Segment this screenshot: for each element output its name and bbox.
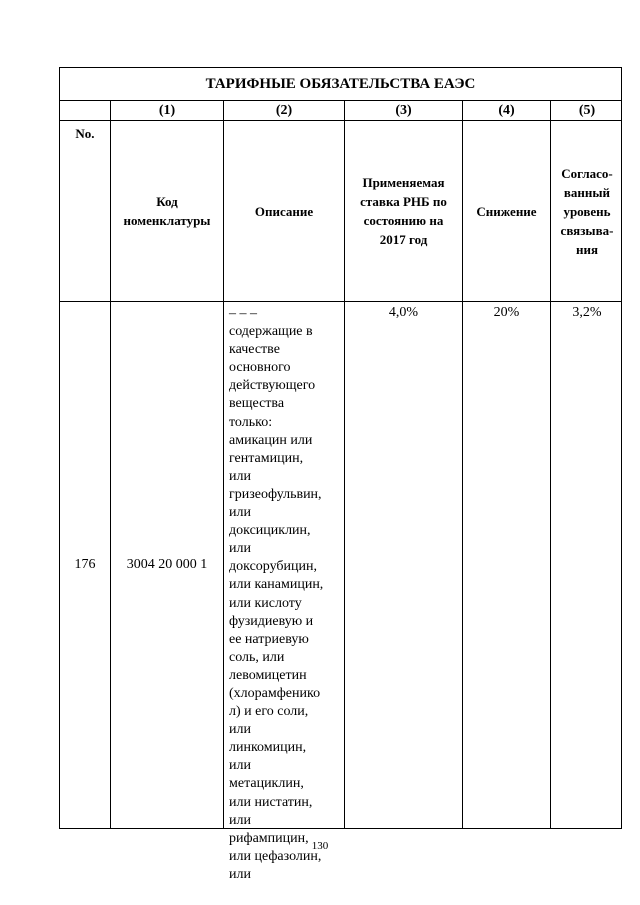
header-description: [224, 121, 345, 301]
page-number: 130: [311, 840, 329, 852]
header-row: [60, 121, 621, 302]
row-bound-level: 3,2%: [572, 305, 602, 320]
row-code: [111, 302, 224, 828]
header-no-label: No.: [75, 126, 95, 141]
header-bound-level: [551, 121, 623, 301]
column-number-4: (4): [463, 101, 551, 120]
row-no: [60, 302, 111, 828]
column-number-2: (2): [224, 101, 345, 120]
header-reduction: [463, 121, 551, 301]
column-number-0: [60, 101, 111, 120]
header-applied-rate-label: Применяемая ставка РНБ по состоянию на 2017 год: [360, 175, 447, 247]
table-title: ТАРИФНЫЕ ОБЯЗАТЕЛЬСТВА ЕАЭС: [60, 68, 621, 101]
row-applied-rate: 4,0%: [345, 302, 463, 828]
header-description-label: Описание: [254, 203, 314, 219]
header-reduction-label: Снижение: [476, 203, 537, 219]
column-number-5: (5): [578, 103, 596, 118]
header-bound-level-label: Согласо- ванный уровень связыва- ния: [560, 165, 614, 257]
row-reduction: 20%: [463, 302, 551, 828]
header-code: [111, 121, 224, 301]
row-no-value: 176: [74, 557, 96, 572]
row-description: – – – содержащие в качестве основного действующего вещества только: амикацин или гентамицин, или гризеофульвин, или доксициклин, или доксорубицин, или канамицин, или кислоту фузидиевую и ее натриевую соль, или левомицетин (хлорамфенико л) и его соли, или линкомицин, или метациклин, или нистатин, или рифампицин, или цефазолин, или: [224, 302, 345, 828]
column-number-row: [60, 101, 621, 121]
column-number-3: (3): [345, 101, 463, 120]
header-applied-rate: [345, 121, 463, 301]
header-code-label: Код номенклатуры: [123, 194, 211, 228]
header-no: [60, 121, 111, 301]
row-code-value: 3004 20 000 1: [126, 557, 208, 572]
column-number-1: (1): [111, 101, 224, 120]
